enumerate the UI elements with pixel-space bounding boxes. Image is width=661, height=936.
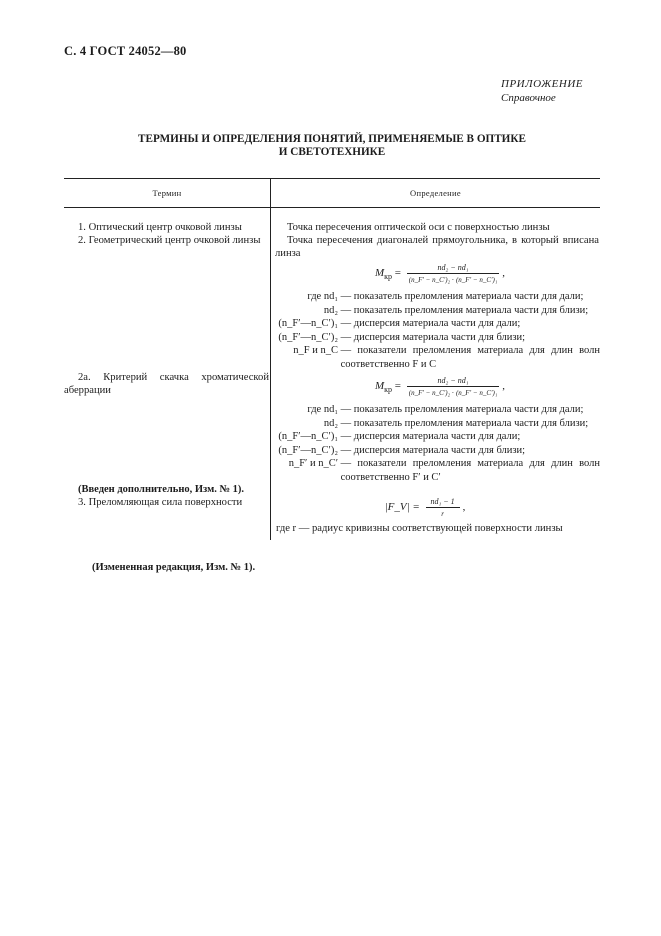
formula-2: $M_{кр}$ = $\frac{\text{nd₂ − nd₁}}{\text{(n\_F′ − n\_C′)₂ ⋅ (n\_F′ − n\_C′)₁}}$ ,	[374, 263, 506, 284]
term-2a: 2а. Критерий скачка хроматической аберрации	[64, 372, 269, 396]
definition-1: Точка пересечения оптической оси с поверхностью линзы	[287, 222, 550, 233]
fraction-3-numerator: nd₁ − 1	[430, 497, 455, 506]
fraction-2-numerator: nd₂ − nd₁	[437, 263, 469, 272]
def-2-item-1: где nd₁ — показатель преломления материала части для дали;	[307, 291, 584, 302]
column-header-term: Термин	[152, 188, 182, 198]
formula-2a: $M_{кр}$ = $\frac{\text{nd₂ − nd₁}}{\text{(n\_F′ − n\_C′)₂ ⋅ (n\_F′ − n\_C′)₁}}$ ,	[374, 376, 506, 397]
def-2a-item-1: где nd₁ — показатель преломления материала части для дали;	[307, 404, 584, 415]
column-header-definition: Определение	[410, 188, 461, 198]
formula-3-lhs: |F_V| =	[384, 501, 420, 514]
table-header-rule	[64, 207, 600, 208]
formula-3-tail: ,	[462, 501, 466, 514]
footer-amendment-note: (Измененная редакция, Изм. № 1).	[92, 562, 256, 573]
page-header: С. 4 ГОСТ 24052—80	[64, 44, 187, 58]
def-2a-item-2: nd₂ — показатель преломления материала части для близи;	[323, 417, 589, 429]
fraction-3-denominator: r	[426, 507, 460, 518]
appendix-type: Справочное	[501, 92, 556, 104]
appendix-title: ПРИЛОЖЕНИЕ	[501, 78, 583, 90]
formula-2a-tail: ,	[502, 380, 506, 393]
def-2a-item-5: n_F′ и n_C′ — показатели преломления материала для длин волн соответственно F′ и C′	[288, 458, 600, 483]
title-line-2: И СВЕТОТЕХНИКЕ	[278, 146, 386, 158]
fraction-2a-denominator: (n_F′ − n_C′)₂ ⋅ (n_F′ − n_C′)₁	[407, 386, 500, 397]
table-column-divider	[270, 178, 271, 540]
definition-3: где r — радиус кривизны соответствующей поверхности линзы	[276, 523, 563, 534]
fraction-2a	[407, 376, 500, 397]
def-2-item-4: (n_F′—n_C′)₂ — дисперсия материала части для близи;	[278, 331, 526, 343]
fraction-2a-numerator: nd₂ − nd₁	[437, 376, 469, 385]
def-2a-item-3: (n_F′—n_C′)₁ — дисперсия материала части для дали;	[278, 431, 521, 442]
fraction-3	[426, 497, 460, 518]
document-title	[64, 133, 600, 159]
amendment-note-2a: (Введен дополнительно, Изм. № 1).	[78, 484, 245, 495]
term-3: 3. Преломляющая сила поверхности	[78, 497, 243, 508]
term-1: 1. Оптический центр очковой линзы	[78, 222, 242, 233]
title-line-1: ТЕРМИНЫ И ОПРЕДЕЛЕНИЯ ПОНЯТИЙ, ПРИМЕНЯЕМЫЕ В ОПТИКЕ	[138, 133, 526, 145]
definition-2: Точка пересечения диагоналей прямоугольника, в который вписана линза	[275, 235, 599, 259]
definitions-list-2a	[274, 403, 600, 484]
fraction-2-denominator: (n_F′ − n_C′)₂ ⋅ (n_F′ − n_C′)₁	[407, 273, 500, 284]
appendix-label	[501, 77, 583, 105]
formula-3	[360, 497, 490, 518]
table-top-rule	[64, 178, 600, 179]
def-2-item-5: n_F и n_C — показатели преломления материала для длин волн соответственно F и C	[293, 345, 600, 370]
def-2-item-3: (n_F′—n_C′)₁ — дисперсия материала части для дали;	[278, 318, 521, 329]
def-2-item-2: nd₂ — показатель преломления материала части для близи;	[323, 304, 589, 316]
fraction-2	[407, 263, 500, 284]
definitions-list-2	[274, 290, 600, 371]
def-2a-item-4: (n_F′—n_C′)₂ — дисперсия материала части для близи;	[278, 444, 526, 456]
term-2: 2. Геометрический центр очковой линзы	[78, 235, 261, 246]
formula-2-tail: ,	[502, 267, 506, 280]
